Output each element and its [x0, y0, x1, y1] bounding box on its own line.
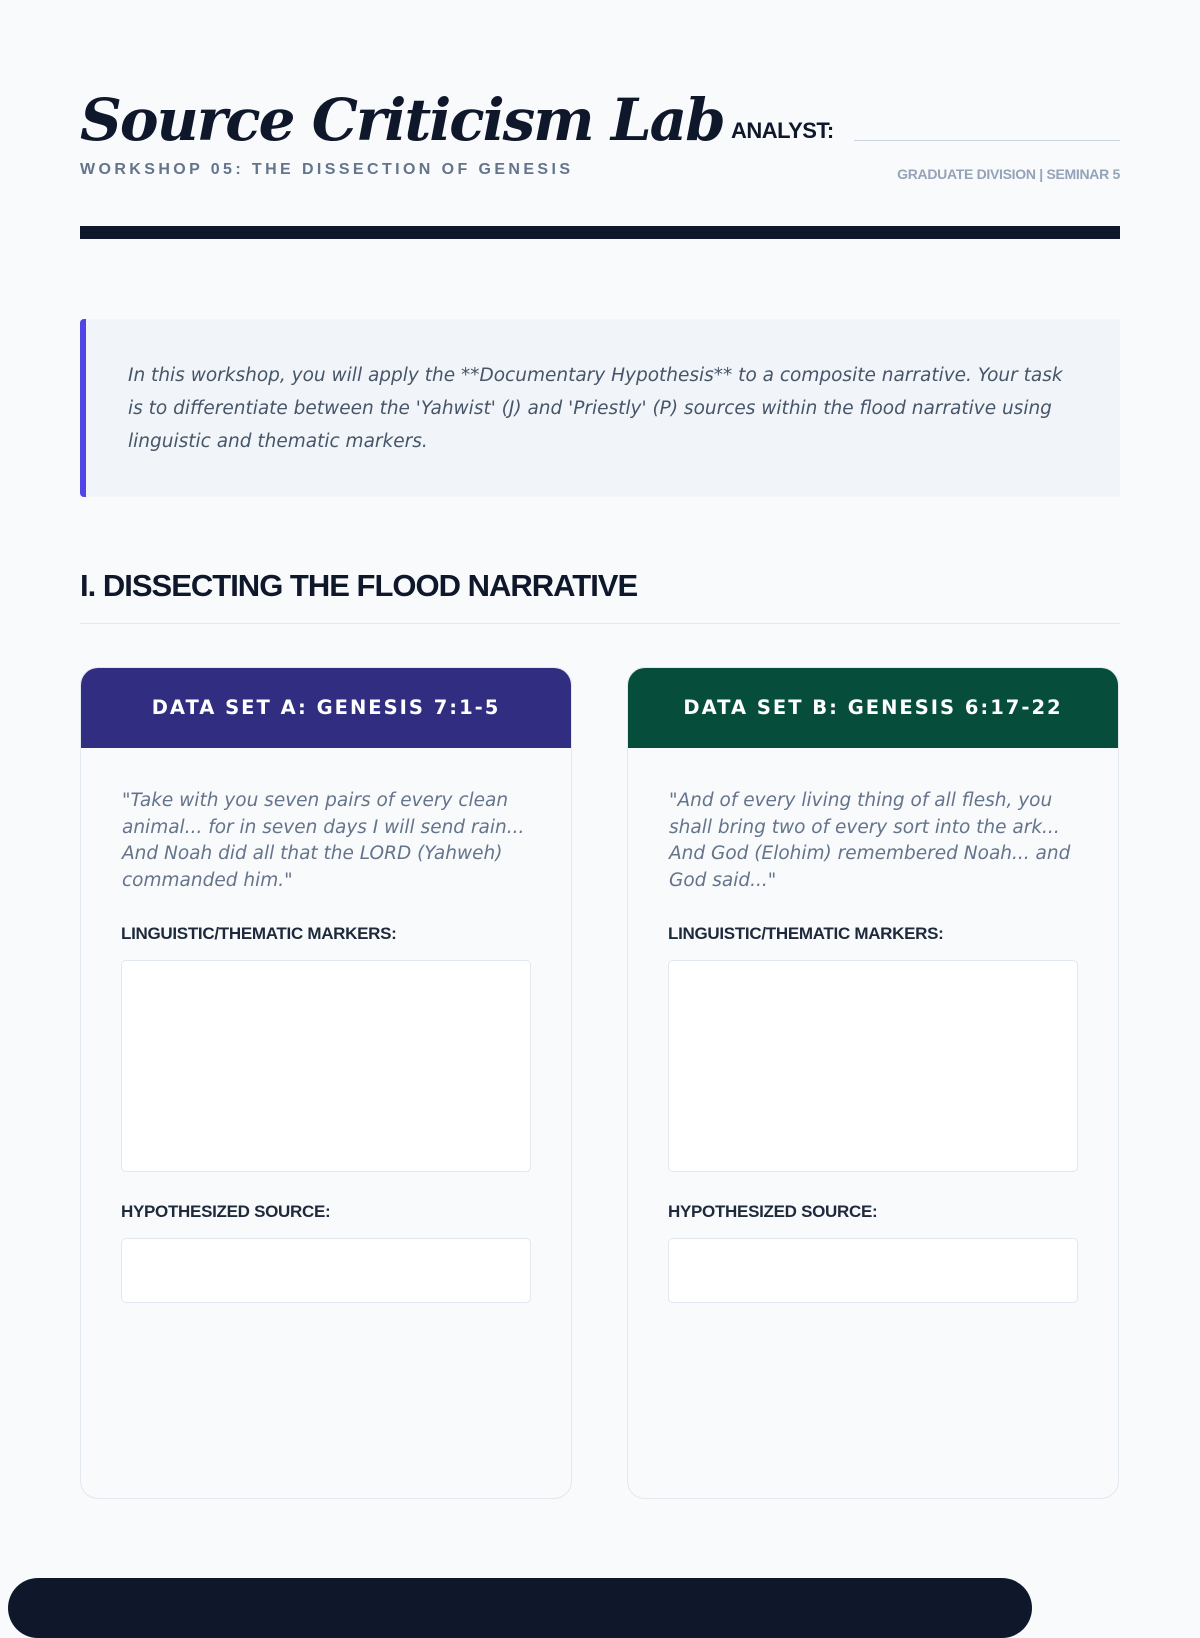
- header-divider: [80, 226, 1120, 239]
- data-set-a-quote: "Take with you seven pairs of every clean animal... for in seven days I will send rain... And Noah did all that the LORD (Yahweh) commanded him.": [122, 790, 525, 891]
- data-set-a-source-input[interactable]: [121, 1238, 531, 1303]
- data-set-b-header: DATA SET B: GENESIS 6:17-22: [628, 668, 1118, 748]
- section-heading: I. DISSECTING THE FLOOD NARRATIVE: [80, 568, 638, 603]
- data-set-a-source-label: HYPOTHESIZED SOURCE:: [121, 1202, 331, 1221]
- data-set-a-card: [80, 667, 572, 1499]
- data-set-b-source-input[interactable]: [668, 1238, 1078, 1303]
- division-label: GRADUATE DIVISION | SEMINAR 5: [897, 166, 1120, 182]
- worksheet-page: [80, 0, 1120, 1600]
- data-set-b-quote: "And of every living thing of all flesh, you shall bring two of every sort into the ark... And God (Elohim) remembered Noah... and God said...": [669, 790, 1071, 891]
- data-set-a-markers-label: LINGUISTIC/THEMATIC MARKERS:: [121, 924, 397, 943]
- header: [80, 80, 1120, 240]
- intro-text: In this workshop, you will apply the **Documentary Hypothesis** to a composite narrative. Your task is to differentiate between the 'Yahwist' (J) and 'Priestly' (P) sources within the flood narrative using linguistic and thematic markers.: [128, 365, 1063, 452]
- analyst-field-group: [731, 118, 1120, 144]
- page-title: Source Criticism Lab: [80, 86, 724, 154]
- analyst-name-line[interactable]: [854, 140, 1120, 141]
- analyst-label: ANALYST:: [731, 118, 834, 143]
- next-section-header: [8, 1578, 1032, 1638]
- data-set-b-markers-label: LINGUISTIC/THEMATIC MARKERS:: [668, 924, 944, 943]
- intro-callout: [80, 319, 1120, 497]
- data-set-b-source-label: HYPOTHESIZED SOURCE:: [668, 1202, 878, 1221]
- data-set-a-header: DATA SET A: GENESIS 7:1-5: [81, 668, 571, 748]
- section-divider: [80, 623, 1120, 624]
- data-set-b-card: [627, 667, 1119, 1499]
- page-subtitle: WORKSHOP 05: THE DISSECTION OF GENESIS: [80, 161, 574, 178]
- data-set-b-markers-input[interactable]: [668, 960, 1078, 1172]
- data-set-a-markers-input[interactable]: [121, 960, 531, 1172]
